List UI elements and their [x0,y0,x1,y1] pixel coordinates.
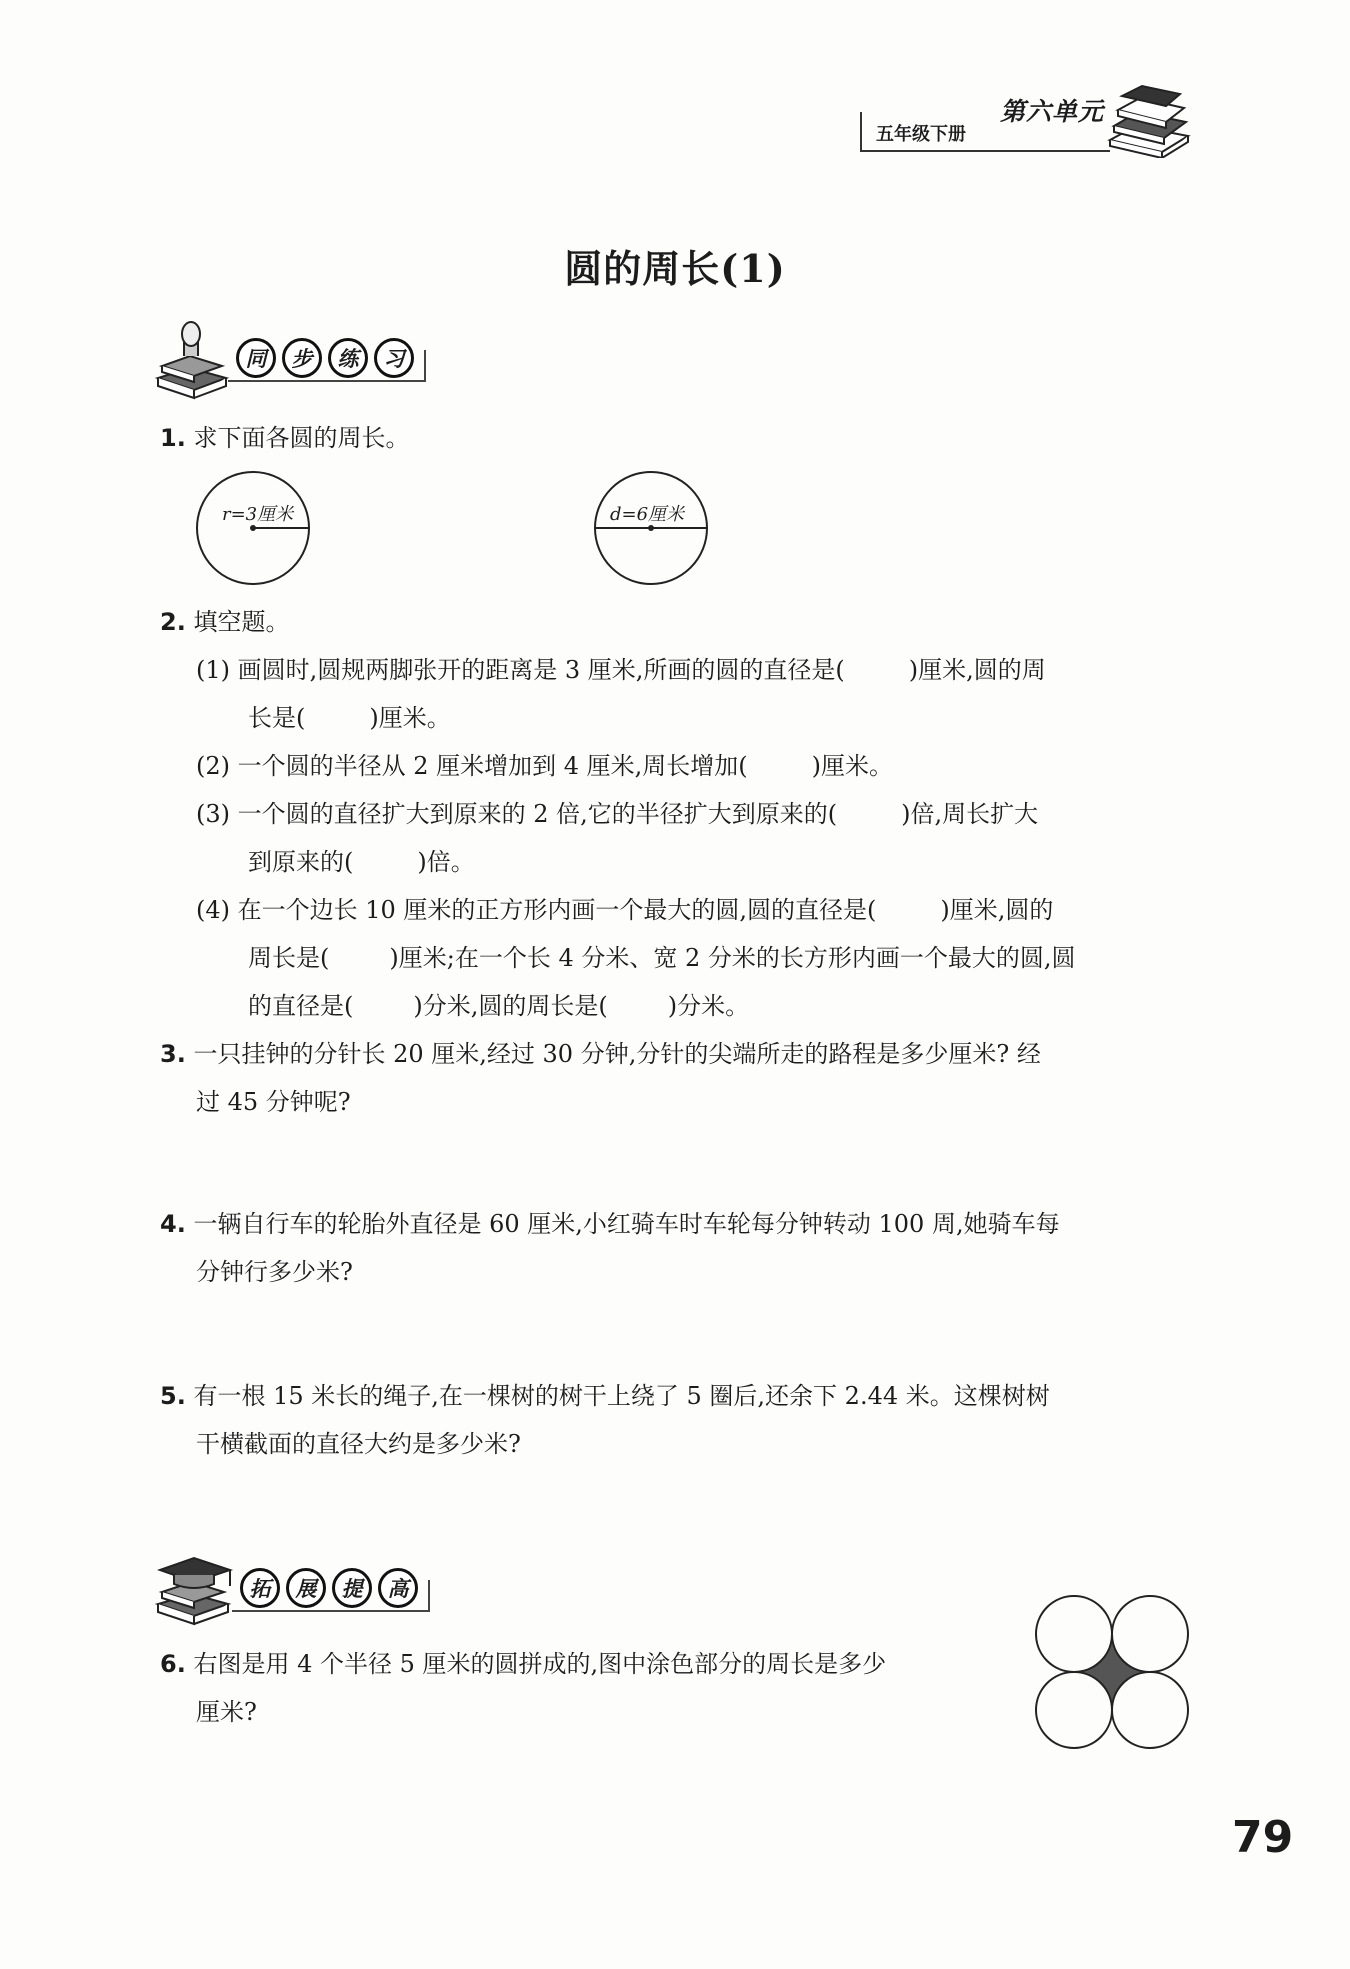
circle-radius-figure [190,470,320,590]
practice-badge-4: 习 [374,338,414,378]
page-title: 圆的周长(1) [564,246,786,291]
practice-badge-1: 同 [236,338,276,378]
q2-part-4-line-3: 的直径是( )分米,圆的周长是( )分米。 [248,992,750,1020]
unit-title: 第六单元 [1000,97,1105,126]
question-6-line-2: 厘米? [196,1698,257,1726]
question-4-line-2: 分钟行多少米? [196,1258,353,1286]
extension-badge-3: 提 [332,1568,372,1608]
four-circles-figure [1032,1592,1192,1752]
q2-part-1-line-1: (1) 画圆时,圆规两脚张开的距离是 3 厘米,所画的圆的直径是( )厘米,圆的周 [196,656,1046,684]
circle-diameter-figure [590,470,720,590]
question-1: 1. 求下面各圆的周长。 [160,424,410,452]
question-5-line-2: 干横截面的直径大约是多少米? [196,1430,521,1458]
q2-part-3-line-1: (3) 一个圆的直径扩大到原来的 2 倍,它的半径扩大到原来的( )倍,周长扩大 [196,800,1039,828]
question-1-text: 求下面各圆的周长。 [193,424,410,452]
q2-part-2: (2) 一个圆的半径从 2 厘米增加到 4 厘米,周长增加( )厘米。 [196,752,894,780]
grade-label: 五年级下册 [876,124,966,145]
question-3-line-1: 3. 一只挂钟的分针长 20 厘米,经过 30 分钟,分针的尖端所走的路程是多少厘米? 经 [160,1040,1041,1068]
q2-part-4-line-1: (4) 在一个边长 10 厘米的正方形内画一个最大的圆,圆的直径是( )厘米,圆的 [196,896,1054,924]
q2-part-1-line-2: 长是( )厘米。 [248,704,451,732]
books-icon [1102,82,1194,158]
question-5-line-1: 5. 有一根 15 米长的绳子,在一棵树的树干上绕了 5 圈后,还余下 2.44 米。这棵树树 [160,1382,1050,1410]
extension-badge-1: 拓 [240,1568,280,1608]
circle-1-label: r=3厘米 [222,504,294,525]
practice-badge-2: 步 [282,338,322,378]
lamp-books-icon [154,316,230,406]
question-2-text: 填空题。 [193,608,290,636]
q2-part-4-line-2: 周长是( )厘米;在一个长 4 分米、宽 2 分米的长方形内画一个最大的圆,圆 [248,944,1076,972]
circle-2-label: d=6厘米 [610,504,685,525]
question-4-line-1: 4. 一辆自行车的轮胎外直径是 60 厘米,小红骑车时车轮每分钟转动 100 周,她骑车每 [160,1210,1060,1238]
practice-badge-3: 练 [328,338,368,378]
q2-part-3-line-2: 到原来的( )倍。 [248,848,475,876]
graduation-cap-books-icon [154,1548,234,1628]
question-2: 2. 填空题。 [160,608,290,636]
extension-badge-2: 展 [286,1568,326,1608]
extension-badge-4: 高 [378,1568,418,1608]
question-3-line-2: 过 45 分钟呢? [196,1088,351,1116]
page-number: 79 [1232,1812,1294,1863]
question-6-line-1: 6. 右图是用 4 个半径 5 厘米的圆拼成的,图中涂色部分的周长是多少 [160,1650,887,1678]
